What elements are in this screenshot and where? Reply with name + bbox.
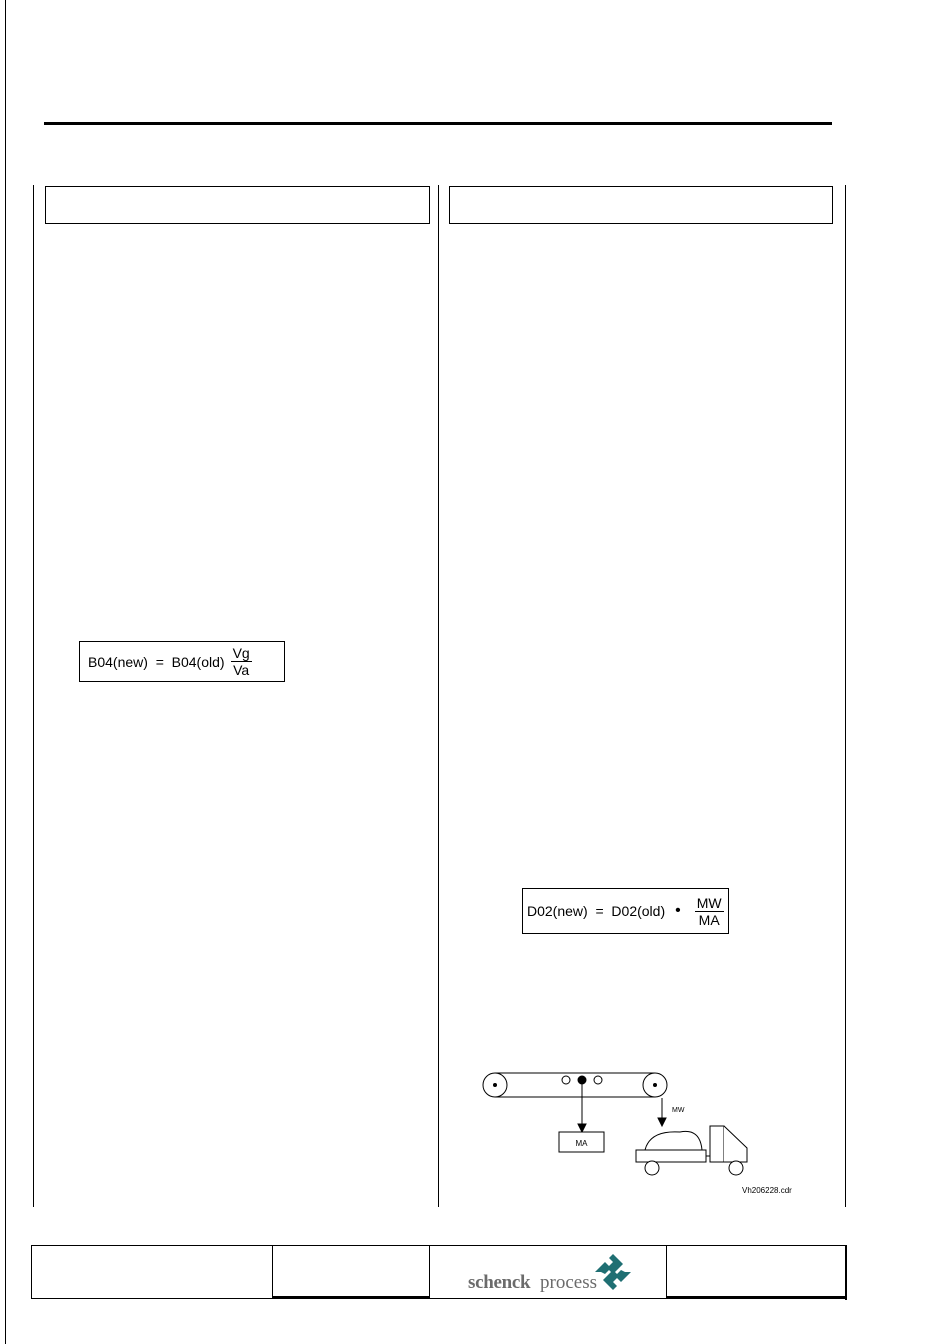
right-column-heading-box [449, 186, 833, 224]
belt-idler-1 [562, 1076, 570, 1084]
formula-b04-lhs: B04(new) = B04(old) [88, 653, 225, 670]
truck-wheel-rear [645, 1161, 659, 1175]
column-frame-left [33, 185, 34, 1207]
truck-body [636, 1150, 706, 1162]
formula-d02-lhs: D02(new) = D02(old) [527, 903, 666, 919]
column-frame-middle [438, 185, 439, 1207]
formula-b04-fraction [231, 645, 252, 678]
belt-scale-truck-diagram [470, 1060, 810, 1200]
logo-wordmark-light: process [540, 1272, 597, 1293]
company-logo [468, 1256, 638, 1294]
page-margin-line [5, 0, 6, 1344]
formula-d02-operator: • [675, 902, 681, 919]
footer-right-edge [845, 1245, 847, 1300]
formula-d02-fraction [695, 895, 724, 928]
formula-d02 [522, 888, 729, 934]
file-reference: Vh206228.cdr [742, 1186, 792, 1195]
left-column-heading-box [45, 186, 430, 224]
footer-cell-1 [32, 1246, 273, 1298]
scale-label: MA [575, 1139, 588, 1148]
footer-logo-cell [430, 1246, 667, 1298]
belt-idler-2 [594, 1076, 602, 1084]
column-frame-right [845, 185, 846, 1207]
formula-b04-denominator: Va [233, 662, 250, 678]
truck-wheel-front [729, 1161, 743, 1175]
logo-mark-icon [593, 1252, 633, 1292]
header-rule [44, 122, 832, 125]
formula-b04 [79, 641, 285, 682]
logo-wordmark-bold: schenck [468, 1272, 531, 1293]
formula-b04-numerator: Vg [232, 645, 250, 661]
truck-label: MW [672, 1107, 685, 1114]
truck-cab [710, 1126, 724, 1162]
footer-bar [31, 1245, 847, 1299]
footer-cell-2 [273, 1246, 430, 1298]
belt-idler-weigh [578, 1076, 586, 1084]
footer-cell-4 [667, 1246, 847, 1298]
formula-d02-numerator: MW [696, 894, 722, 911]
formula-d02-denominator: MA [698, 911, 720, 928]
truck-load [645, 1131, 702, 1150]
